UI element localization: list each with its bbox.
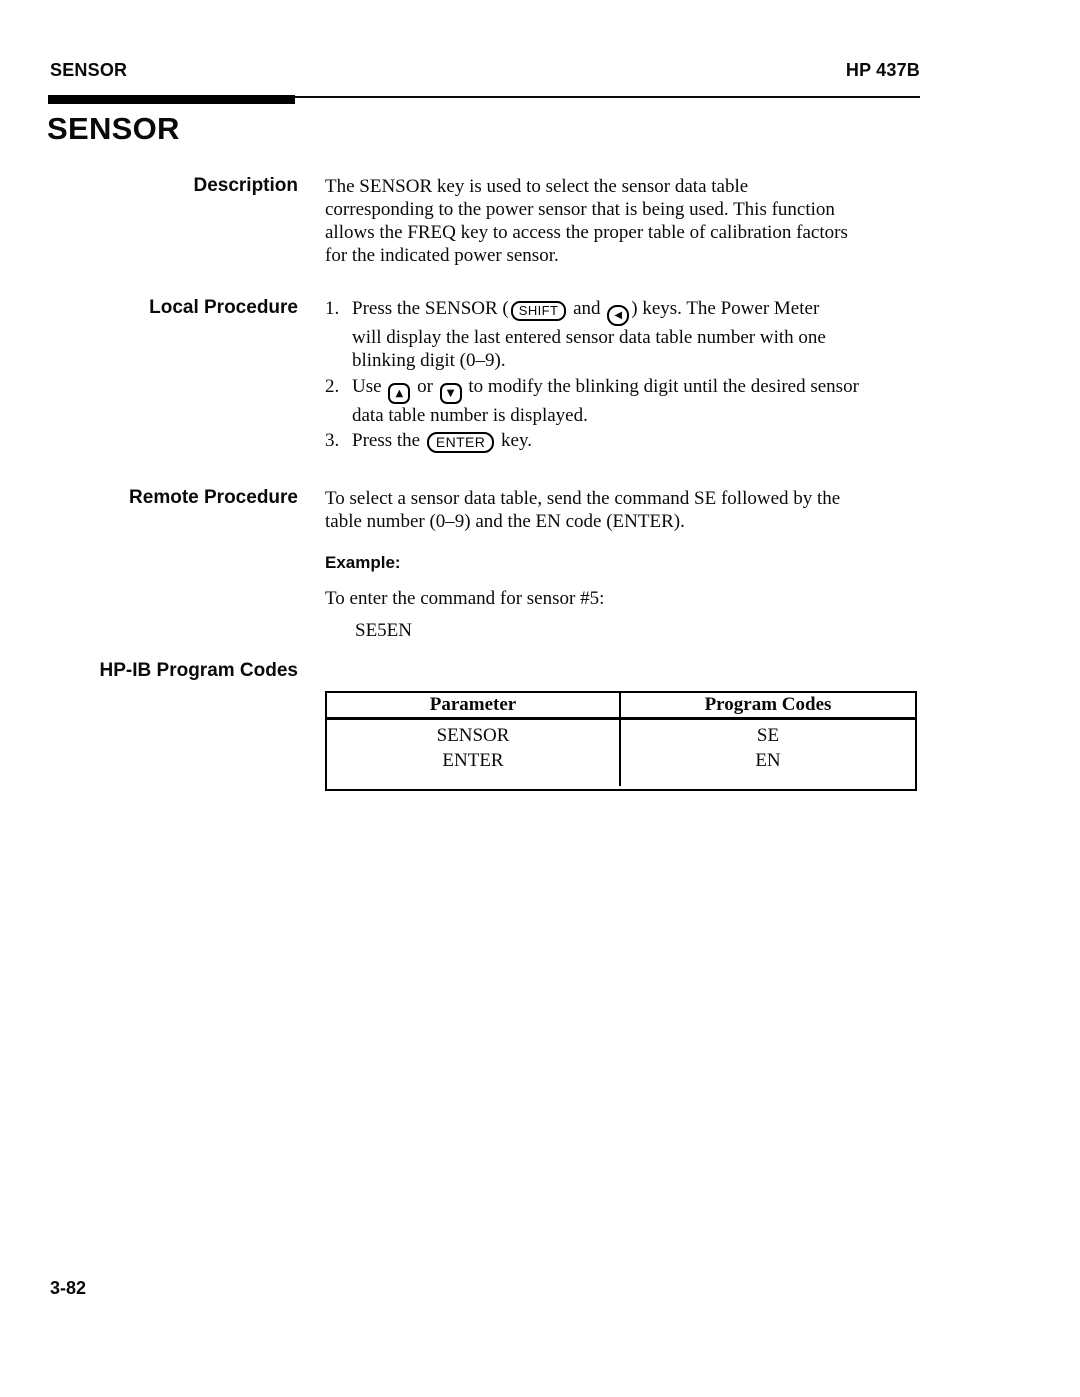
- enter-keycap-icon: ENTER: [427, 432, 494, 453]
- table-header-parameter: Parameter: [327, 693, 621, 717]
- table-column-parameter: [327, 720, 621, 786]
- remote-procedure-label: Remote Procedure: [129, 487, 298, 508]
- step-text: key.: [496, 430, 532, 451]
- table-header-row: [327, 693, 915, 720]
- hpib-program-codes-label: HP-IB Program Codes: [99, 660, 298, 681]
- step-2-line-2: data table number is displayed.: [352, 405, 588, 426]
- step-3-line-1: [325, 429, 532, 453]
- local-step-2: [325, 375, 859, 427]
- step-number: 3.: [325, 430, 340, 451]
- table-column-program-codes: [621, 720, 915, 786]
- description-label: Description: [193, 175, 298, 196]
- example-intro: To enter the command for sensor #5:: [325, 588, 605, 609]
- table-cell: EN: [755, 750, 781, 771]
- description-line: for the indicated power sensor.: [325, 245, 559, 266]
- local-step-1: [325, 297, 826, 372]
- table-cell: ENTER: [442, 750, 504, 771]
- step-1-line-3: blinking digit (0–9).: [352, 350, 506, 371]
- up-arrow-keycap-icon: ▲: [388, 383, 410, 404]
- step-1-line-2: will display the last entered sensor data table number with one: [352, 327, 826, 348]
- down-arrow-keycap-icon: ▼: [440, 383, 462, 404]
- step-number: 2.: [325, 376, 340, 397]
- table-cell: SE: [756, 725, 780, 746]
- header-rule-thick: [48, 95, 295, 104]
- example-code: SE5EN: [355, 620, 412, 641]
- table-body: [327, 720, 915, 786]
- step-2-line-1: [325, 375, 859, 404]
- remote-procedure-body: [325, 487, 840, 533]
- step-text: and: [568, 298, 606, 319]
- step-number: 1.: [325, 298, 340, 319]
- page-title: SENSOR: [47, 111, 180, 146]
- shift-keycap-icon: SHIFT: [511, 301, 567, 321]
- step-text: Press the: [352, 430, 425, 451]
- description-line: The SENSOR key is used to select the sensor data table: [325, 176, 749, 197]
- remote-line: table number (0–9) and the EN code (ENTER).: [325, 511, 685, 532]
- step-text: to modify the blinking digit until the desired sensor: [463, 376, 859, 397]
- step-1-line-1: [325, 297, 826, 326]
- local-step-3: [325, 429, 532, 453]
- running-header-left: SENSOR: [50, 60, 128, 80]
- table-header-program-codes: Program Codes: [704, 694, 832, 715]
- example-heading: Example:: [325, 553, 401, 572]
- running-header-right: HP 437B: [845, 60, 920, 80]
- step-text: Press the SENSOR (: [352, 298, 509, 319]
- local-procedure-label: Local Procedure: [149, 297, 298, 318]
- step-text: or: [412, 376, 438, 397]
- table-cell: SENSOR: [436, 725, 510, 746]
- page-number: 3-82: [50, 1278, 87, 1298]
- remote-line: To select a sensor data table, send the command SE followed by the: [325, 488, 841, 509]
- description-line: allows the FREQ key to access the proper table of calibration factors: [325, 222, 848, 243]
- left-arrow-keycap-icon: ◀: [607, 305, 629, 326]
- step-text: Use: [352, 376, 387, 397]
- description-line: corresponding to the power sensor that is being used. This function: [325, 199, 835, 220]
- description-body: [325, 175, 848, 267]
- program-codes-table: [325, 691, 917, 791]
- step-text: ) keys. The Power Meter: [631, 298, 820, 319]
